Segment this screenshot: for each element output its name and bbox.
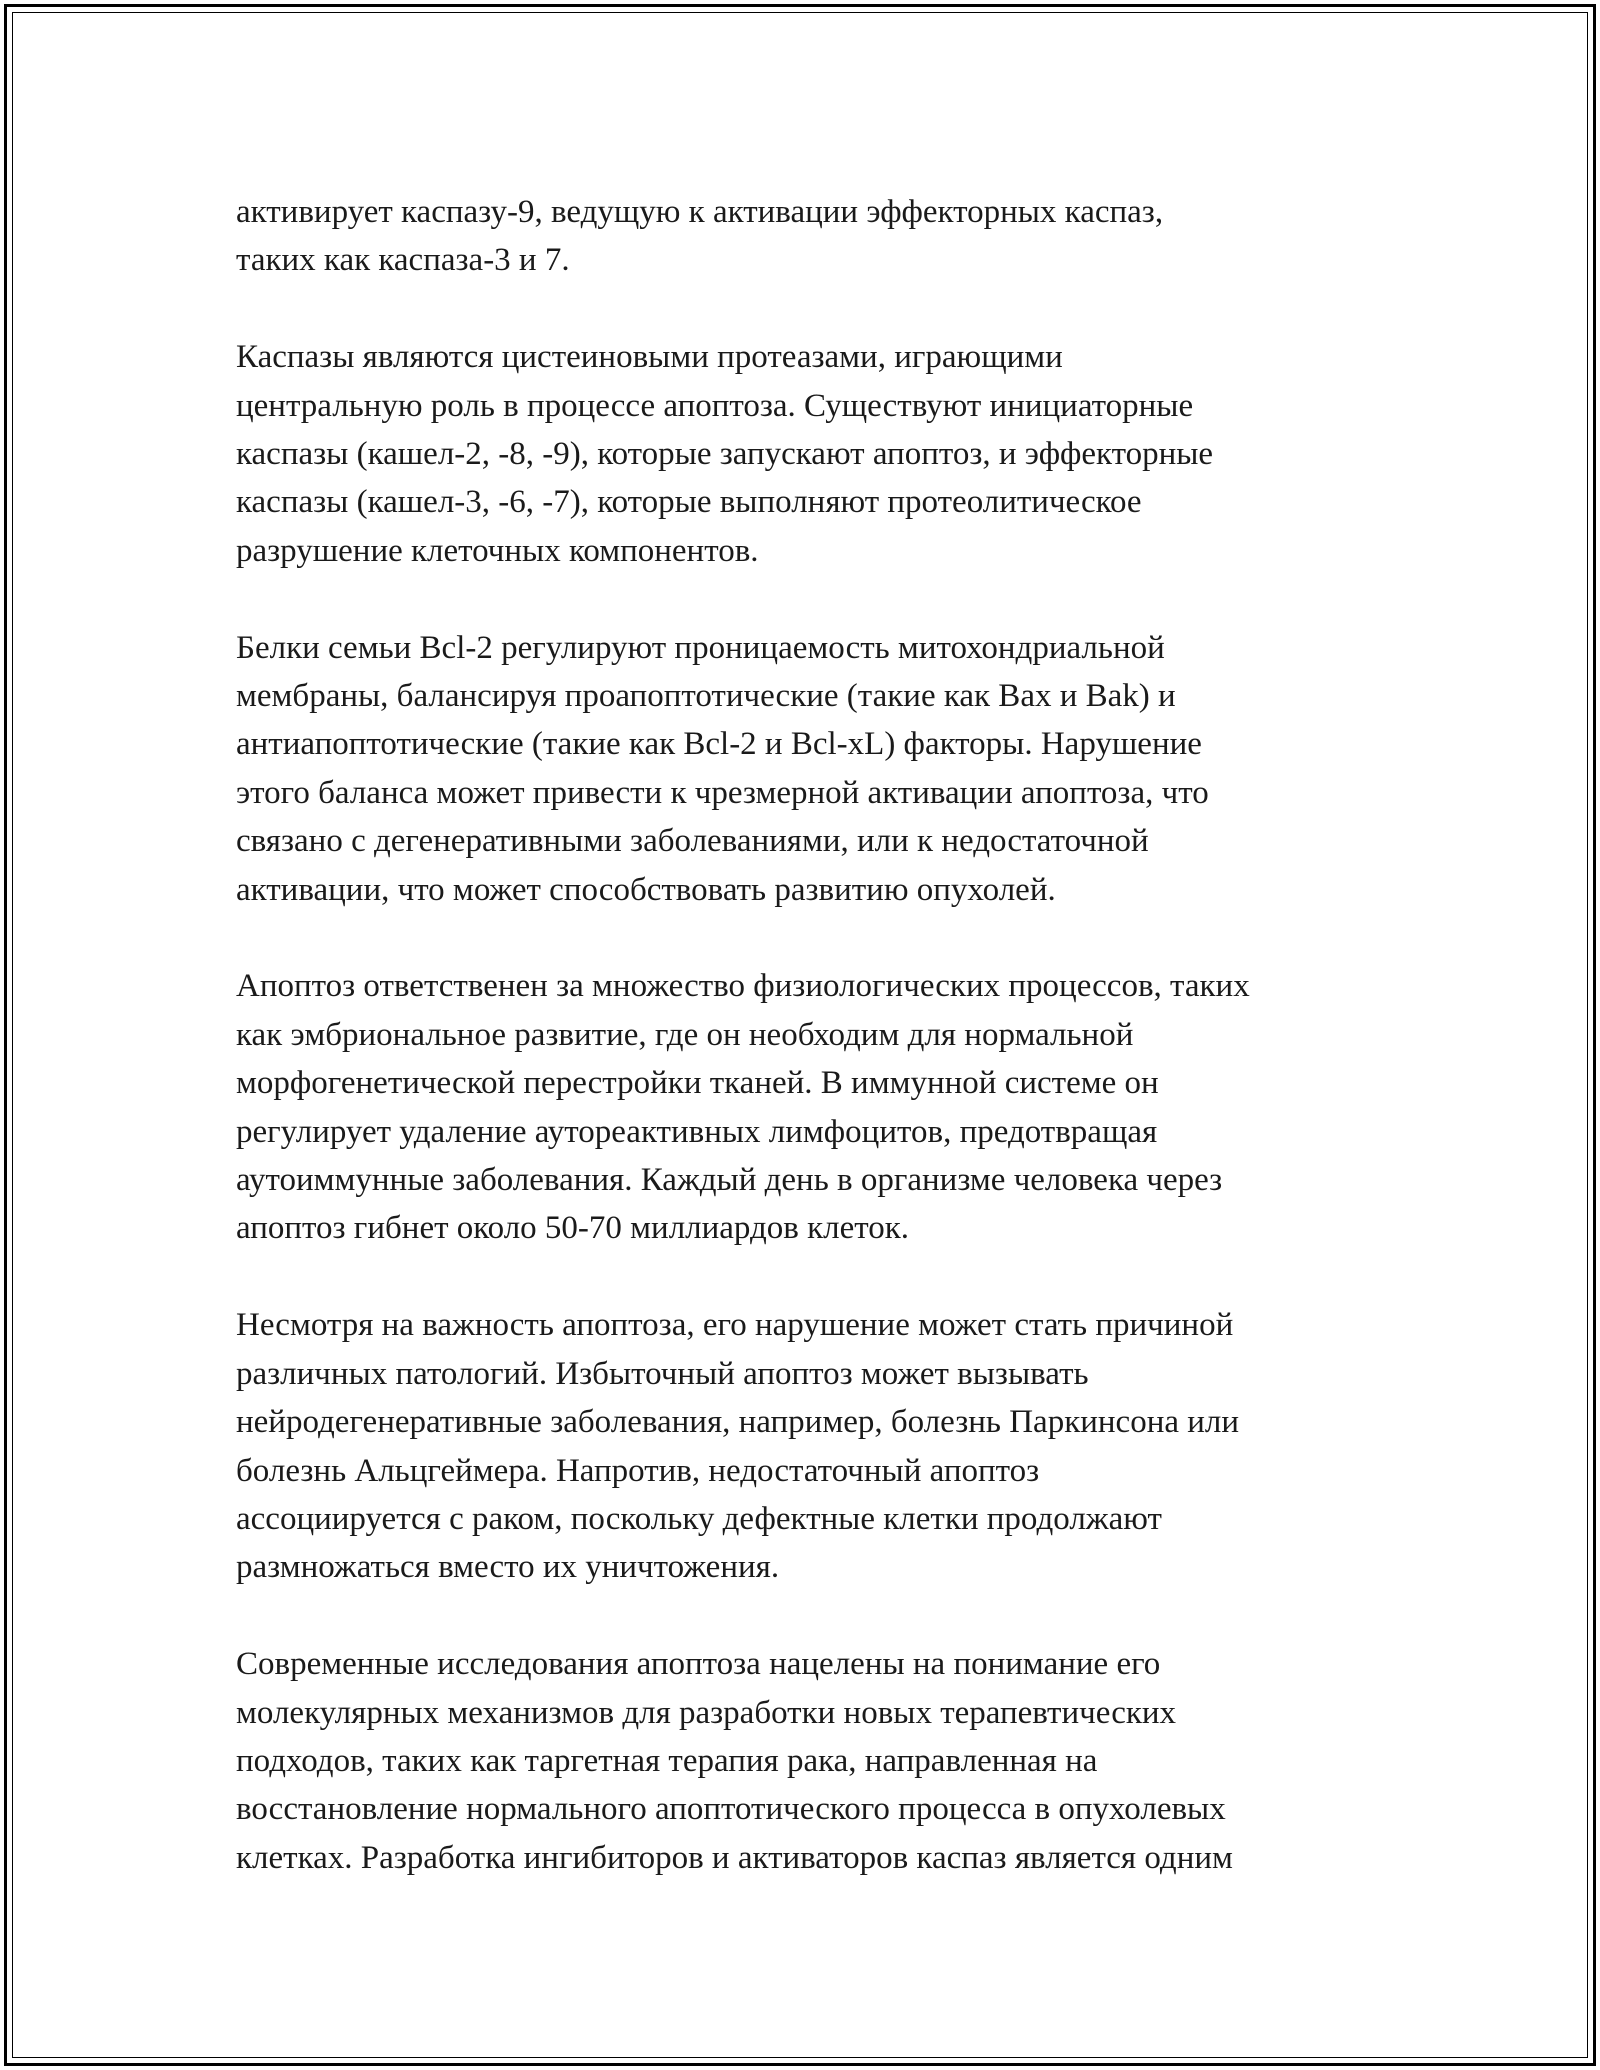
text-line: Белки семьи Bcl-2 регулируют проницаемость митохондриальной [236,629,1165,666]
text-line: Современные исследования апоптоза нацелены на понимание его [236,1646,1161,1683]
text-line: каспазы (кашел-2, -8, -9), которые запускают апоптоз, и эффекторные [236,436,1214,473]
text-line: каспазы (кашел-3, -6, -7), которые выполняют протеолитическое [236,484,1142,521]
paragraph-caspase-9-activation [236,188,1396,285]
text-line: апоптоз гибнет около 50-70 миллиардов клеток. [236,1210,910,1247]
text-line: нейродегенеративные заболевания, например, болезнь Паркинсона или [236,1404,1240,1441]
text-line: размножаться вместо их уничтожения. [236,1549,780,1586]
text-line: морфогенетической перестройки тканей. В иммунной системе он [236,1065,1159,1102]
text-line: антиапоптотические (такие как Bcl-2 и Bcl-xL) факторы. Нарушение [236,726,1202,763]
text-line: активации, что может способствовать развитию опухолей. [236,871,1056,908]
text-line: клетках. Разработка ингибиторов и активаторов каспаз является одним [236,1839,1233,1876]
text-line: этого баланса может привести к чрезмерной активации апоптоза, что [236,774,1209,811]
text-line: молекулярных механизмов для разработки новых терапевтических [236,1694,1177,1731]
text-line: Апоптоз ответственен за множество физиологических процессов, таких [236,968,1250,1005]
text-line: аутоиммунные заболевания. Каждый день в организме человека через [236,1162,1223,1199]
text-line: Каспазы являются цистеиновыми протеазами, играющими [236,339,1063,376]
text-line: болезнь Альцгеймера. Напротив, недостаточный апоптоз [236,1452,1040,1489]
text-line: подходов, таких как таргетная терапия рака, направленная на [236,1742,1098,1779]
text-line: разрушение клеточных компонентов. [236,532,759,569]
text-line: регулирует удаление аутореактивных лимфоцитов, предотвращая [236,1113,1158,1150]
text-line: связано с дегенеративными заболеваниями, или к недостаточной [236,823,1149,860]
text-line: различных патологий. Избыточный апоптоз может вызывать [236,1355,1089,1392]
text-line: центральную роль в процессе апоптоза. Существуют инициаторные [236,387,1194,424]
text-line: таких как каспаза-3 и 7. [236,242,570,279]
text-line: как эмбриональное развитие, где он необходим для нормальной [236,1016,1134,1053]
text-line: Несмотря на важность апоптоза, его нарушение может стать причиной [236,1307,1234,1344]
text-line: восстановление нормального апоптотического процесса в опухолевых [236,1791,1226,1828]
document-body [236,188,1396,1931]
paragraph-pathologies [236,1301,1396,1591]
paragraph-caspases [236,333,1396,575]
paragraph-physiological-role [236,962,1396,1252]
text-line: мембраны, балансируя проапоптотические (такие как Bax и Bak) и [236,678,1176,715]
paragraph-bcl2-family [236,624,1396,914]
text-line: активирует каспазу-9, ведущую к активации эффекторных каспаз, [236,194,1164,230]
text-line: ассоциируется с раком, поскольку дефектные клетки продолжают [236,1500,1162,1537]
paragraph-modern-research [236,1640,1396,1882]
